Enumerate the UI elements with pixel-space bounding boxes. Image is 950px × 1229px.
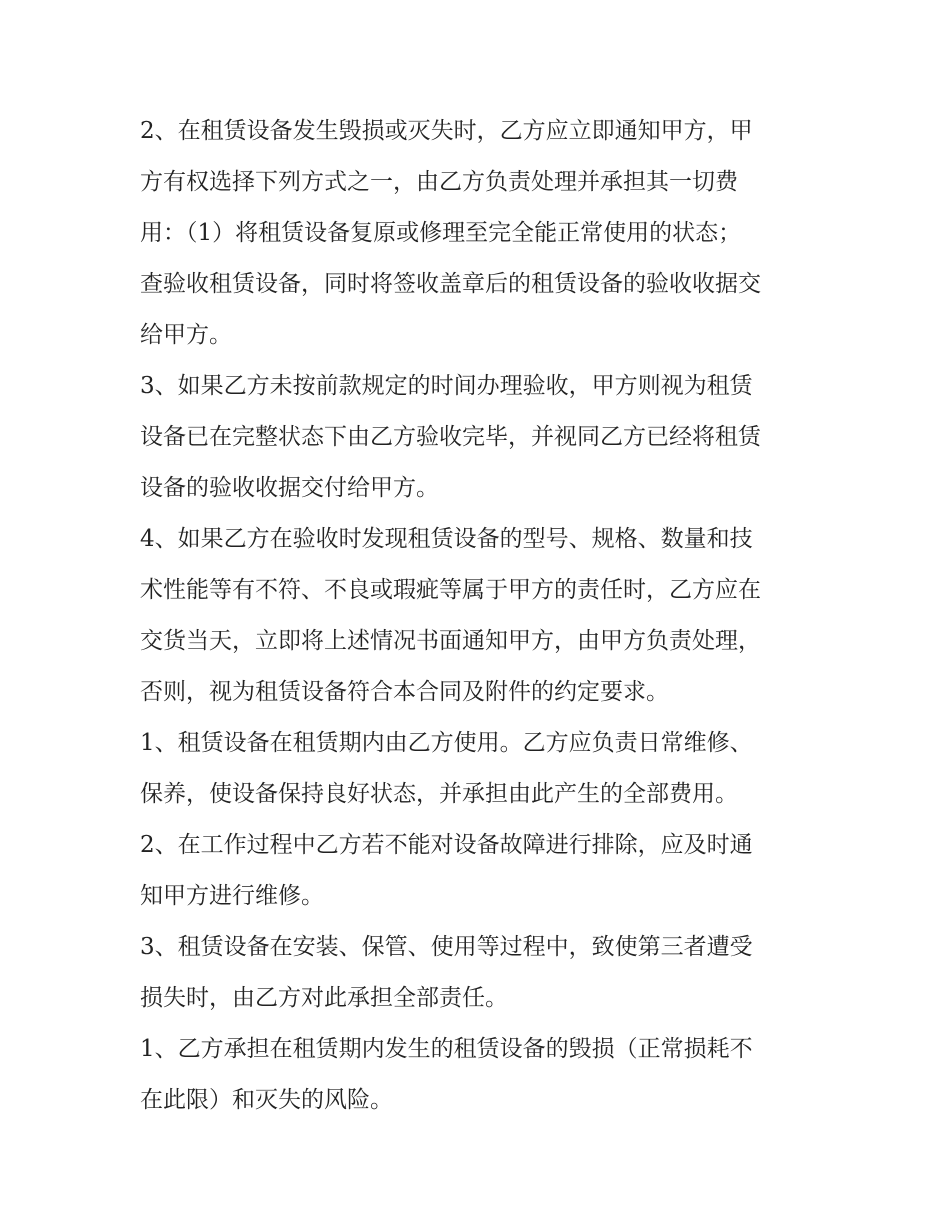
text-line: 用：（1）将租赁设备复原或修理至完全能正常使用的状态； [140,220,742,246]
text-line: 1、租赁设备在租赁期内由乙方使用。乙方应负责日常维修、 [140,730,753,756]
text-line: 3、租赁设备在安装、保管、使用等过程中，致使第三者遭受 [140,934,753,960]
text-line: 方有权选择下列方式之一，由乙方负责处理并承担其一切费 [140,169,738,195]
text-line: 术性能等有不符、不良或瑕疵等属于甲方的责任时，乙方应在 [140,577,761,603]
text-line: 在此限）和灭失的风险。 [140,1087,393,1113]
text-line: 知甲方进行维修。 [140,883,324,909]
text-line: 给甲方。 [140,322,232,348]
text-line: 交货当天，立即将上述情况书面通知甲方，由甲方负责处理， [140,628,761,654]
document-body [140,106,820,1126]
text-line: 保养，使设备保持良好状态，并承担由此产生的全部费用。 [140,781,738,807]
clause-paragraph [140,1024,820,1126]
text-line: 设备已在完整状态下由乙方验收完毕，并视同乙方已经将租赁 [140,424,761,450]
clause-paragraph [140,106,820,361]
clause-paragraph [140,361,820,514]
clause-paragraph [140,820,820,922]
text-line: 3、如果乙方未按前款规定的时间办理验收，甲方则视为租赁 [140,373,753,399]
clause-paragraph [140,922,820,1024]
clause-paragraph [140,514,820,718]
text-line: 4、如果乙方在验收时发现租赁设备的型号、规格、数量和技 [140,526,753,552]
text-line: 2、在租赁设备发生毁损或灭失时，乙方应立即通知甲方，甲 [140,118,753,144]
text-line: 1、乙方承担在租赁期内发生的租赁设备的毁损（正常损耗不 [140,1036,753,1062]
text-line: 损失时，由乙方对此承担全部责任。 [140,985,508,1011]
text-line: 查验收租赁设备，同时将签收盖章后的租赁设备的验收收据交 [140,271,761,297]
text-line: 设备的验收收据交付给甲方。 [140,475,439,501]
text-line: 2、在工作过程中乙方若不能对设备故障进行排除，应及时通 [140,832,753,858]
clause-paragraph [140,718,820,820]
text-line: 否则，视为租赁设备符合本合同及附件的约定要求。 [140,679,669,705]
